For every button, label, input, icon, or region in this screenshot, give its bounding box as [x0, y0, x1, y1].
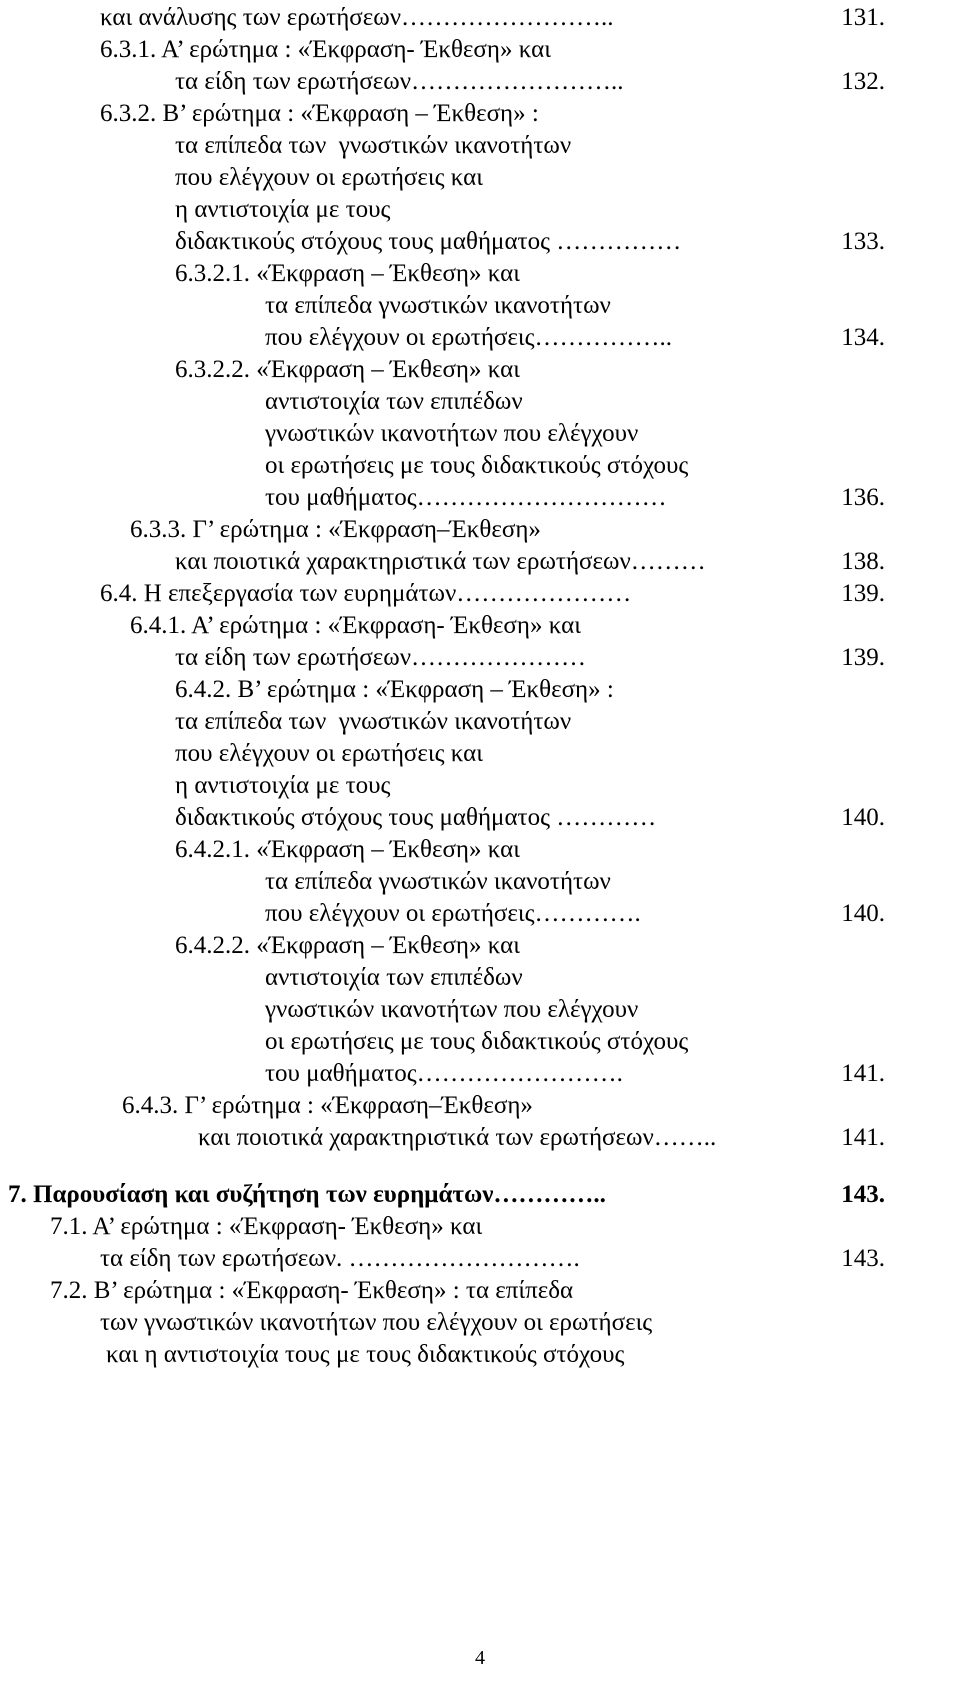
toc-entry [0, 256, 960, 292]
toc-entry-text: 6.4.1. Α’ ερώτημα : «Έκφραση- Έκθεση» και [130, 612, 581, 639]
toc-entry [0, 832, 960, 868]
toc-entry-text: 6.3.2.1. «Έκφραση – Έκθεση» και [175, 260, 520, 287]
toc-entry [0, 192, 960, 228]
toc-entry-text: η αντιστοιχία με τους [175, 772, 391, 799]
toc-entry-page: 140. [841, 804, 885, 831]
toc-entry [0, 864, 960, 900]
toc-entry-text: 6.3.2. Β’ ερώτημα : «Έκφραση – Έκθεση» : [100, 100, 539, 127]
toc-entry-page: 143. [841, 1181, 885, 1208]
toc-entry-text: τα επίπεδα γνωστικών ικανοτήτων [265, 868, 611, 895]
toc-entry [0, 768, 960, 804]
toc-entry-text: και ανάλυσης των ερωτήσεων…………………….. [100, 4, 614, 31]
toc-entry [0, 896, 960, 932]
toc-entry [0, 32, 960, 68]
toc-entry-text: 6.4. Η επεξεργασία των ευρημάτων………………… [100, 580, 632, 607]
toc-entry [0, 704, 960, 740]
toc-entry-text: που ελέγχουν οι ερωτήσεις…………. [265, 900, 641, 927]
toc-entry-text: τα επίπεδα των γνωστικών ικανοτήτων [175, 132, 572, 159]
toc-entry-text: αντιστοιχία των επιπέδων [265, 964, 523, 991]
toc-entry-text: 6.3.3. Γ’ ερώτημα : «Έκφραση–Έκθεση» [130, 516, 541, 543]
toc-chapter-entry [0, 1177, 960, 1213]
toc-entry-text: 6.4.2. Β’ ερώτημα : «Έκφραση – Έκθεση» : [175, 676, 614, 703]
toc-entry-text: αντιστοιχία των επιπέδων [265, 388, 523, 415]
toc-entry-text: που ελέγχουν οι ερωτήσεις και [175, 740, 483, 767]
toc-entry-page: 131. [841, 4, 885, 31]
toc-entry-text: 6.4.3. Γ’ ερώτημα : «Έκφραση–Έκθεση» [122, 1092, 533, 1119]
toc-entry [0, 416, 960, 452]
toc-entry-page: 136. [841, 484, 885, 511]
toc-entry-text: και ποιοτικά χαρακτηριστικά των ερωτήσεων…….. [198, 1124, 717, 1151]
toc-entry [0, 0, 960, 36]
toc-entry [0, 1273, 960, 1309]
toc-entry [0, 1120, 960, 1156]
toc-entry [0, 288, 960, 324]
toc-entry-page: 139. [841, 644, 885, 671]
toc-entry [0, 384, 960, 420]
toc-entry-page: 141. [841, 1124, 885, 1151]
toc-entry-page: 140. [841, 900, 885, 927]
toc-entry [0, 512, 960, 548]
toc-entry-text: των γνωστικών ικανοτήτων που ελέγχουν οι ερωτήσεις [100, 1309, 653, 1336]
toc-entry [0, 1024, 960, 1060]
toc-entry [0, 992, 960, 1028]
toc-entry-text: 6.3.2.2. «Έκφραση – Έκθεση» και [175, 356, 520, 383]
toc-entry-text: οι ερωτήσεις με τους διδακτικούς στόχους [265, 452, 689, 479]
toc-entry-text: τα είδη των ερωτήσεων. ………………………. [100, 1245, 580, 1272]
toc-entry [0, 320, 960, 356]
toc-entry-page: 138. [841, 548, 885, 575]
toc-entry [0, 1209, 960, 1245]
toc-entry-text: του μαθήματος……………………. [265, 1060, 623, 1087]
toc-entry-text: 7.2. Β’ ερώτημα : «Έκφραση- Έκθεση» : τα επίπεδα [50, 1277, 574, 1304]
toc-entry [0, 640, 960, 676]
toc-entry [0, 1305, 960, 1341]
toc-entry-text: 7. Παρουσίαση και συζήτηση των ευρημάτων………….. [8, 1181, 606, 1208]
toc-entry [0, 352, 960, 388]
toc-entry-text: τα είδη των ερωτήσεων………………… [175, 644, 587, 671]
toc-entry-text: που ελέγχουν οι ερωτήσεις και [175, 164, 483, 191]
toc-entry [0, 448, 960, 484]
toc-entry-text: οι ερωτήσεις με τους διδακτικούς στόχους [265, 1028, 689, 1055]
toc-entry-text: τα επίπεδα των γνωστικών ικανοτήτων [175, 708, 572, 735]
toc-entry-page: 141. [841, 1060, 885, 1087]
toc-entry-page: 133. [841, 228, 885, 255]
toc-entry-text: που ελέγχουν οι ερωτήσεις…………….. [265, 324, 673, 351]
toc-entry-text: 7.1. Α’ ερώτημα : «Έκφραση- Έκθεση» και [50, 1213, 483, 1240]
toc-entry [0, 736, 960, 772]
toc-entry-page: 143. [841, 1245, 885, 1272]
toc-entry [0, 1337, 960, 1373]
toc-entry-text: διδακτικούς στόχους τους μαθήματος …………… [175, 228, 682, 255]
toc-entry-page: 134. [841, 324, 885, 351]
toc-entry [0, 608, 960, 644]
toc-entry-text: 6.4.2.2. «Έκφραση – Έκθεση» και [175, 932, 520, 959]
toc-entry-text: τα επίπεδα γνωστικών ικανοτήτων [265, 292, 611, 319]
toc-entry [0, 128, 960, 164]
toc-entry [0, 224, 960, 260]
toc-entry [0, 928, 960, 964]
toc-entry-text: η αντιστοιχία με τους [175, 196, 391, 223]
toc-entry-page: 132. [841, 68, 885, 95]
toc-entry-text: τα είδη των ερωτήσεων…………………….. [175, 68, 624, 95]
toc-entry-text: 6.3.1. Α’ ερώτημα : «Έκφραση- Έκθεση» και [100, 36, 551, 63]
toc-entry [0, 480, 960, 516]
toc-entry-text: και η αντιστοιχία τους με τους διδακτικούς στόχους [106, 1341, 625, 1368]
toc-entry [0, 672, 960, 708]
toc-entry [0, 1241, 960, 1277]
toc-entry [0, 800, 960, 836]
toc-entry [0, 960, 960, 996]
toc-entry [0, 576, 960, 612]
toc-entry-text: 6.4.2.1. «Έκφραση – Έκθεση» και [175, 836, 520, 863]
toc-entry-text: του μαθήματος………………………… [265, 484, 667, 511]
toc-entry [0, 160, 960, 196]
page-number: 4 [475, 1647, 485, 1669]
toc-entry-text: διδακτικούς στόχους τους μαθήματος ………… [175, 804, 657, 831]
toc-entry [0, 64, 960, 100]
toc-entry-text: γνωστικών ικανοτήτων που ελέγχουν [265, 420, 639, 447]
toc-entry [0, 544, 960, 580]
toc-entry [0, 1088, 960, 1124]
toc-entry [0, 96, 960, 132]
toc-entry-page: 139. [841, 580, 885, 607]
toc-entry [0, 1056, 960, 1092]
toc-entry-text: γνωστικών ικανοτήτων που ελέγχουν [265, 996, 639, 1023]
toc-entry-text: και ποιοτικά χαρακτηριστικά των ερωτήσεων……… [175, 548, 706, 575]
